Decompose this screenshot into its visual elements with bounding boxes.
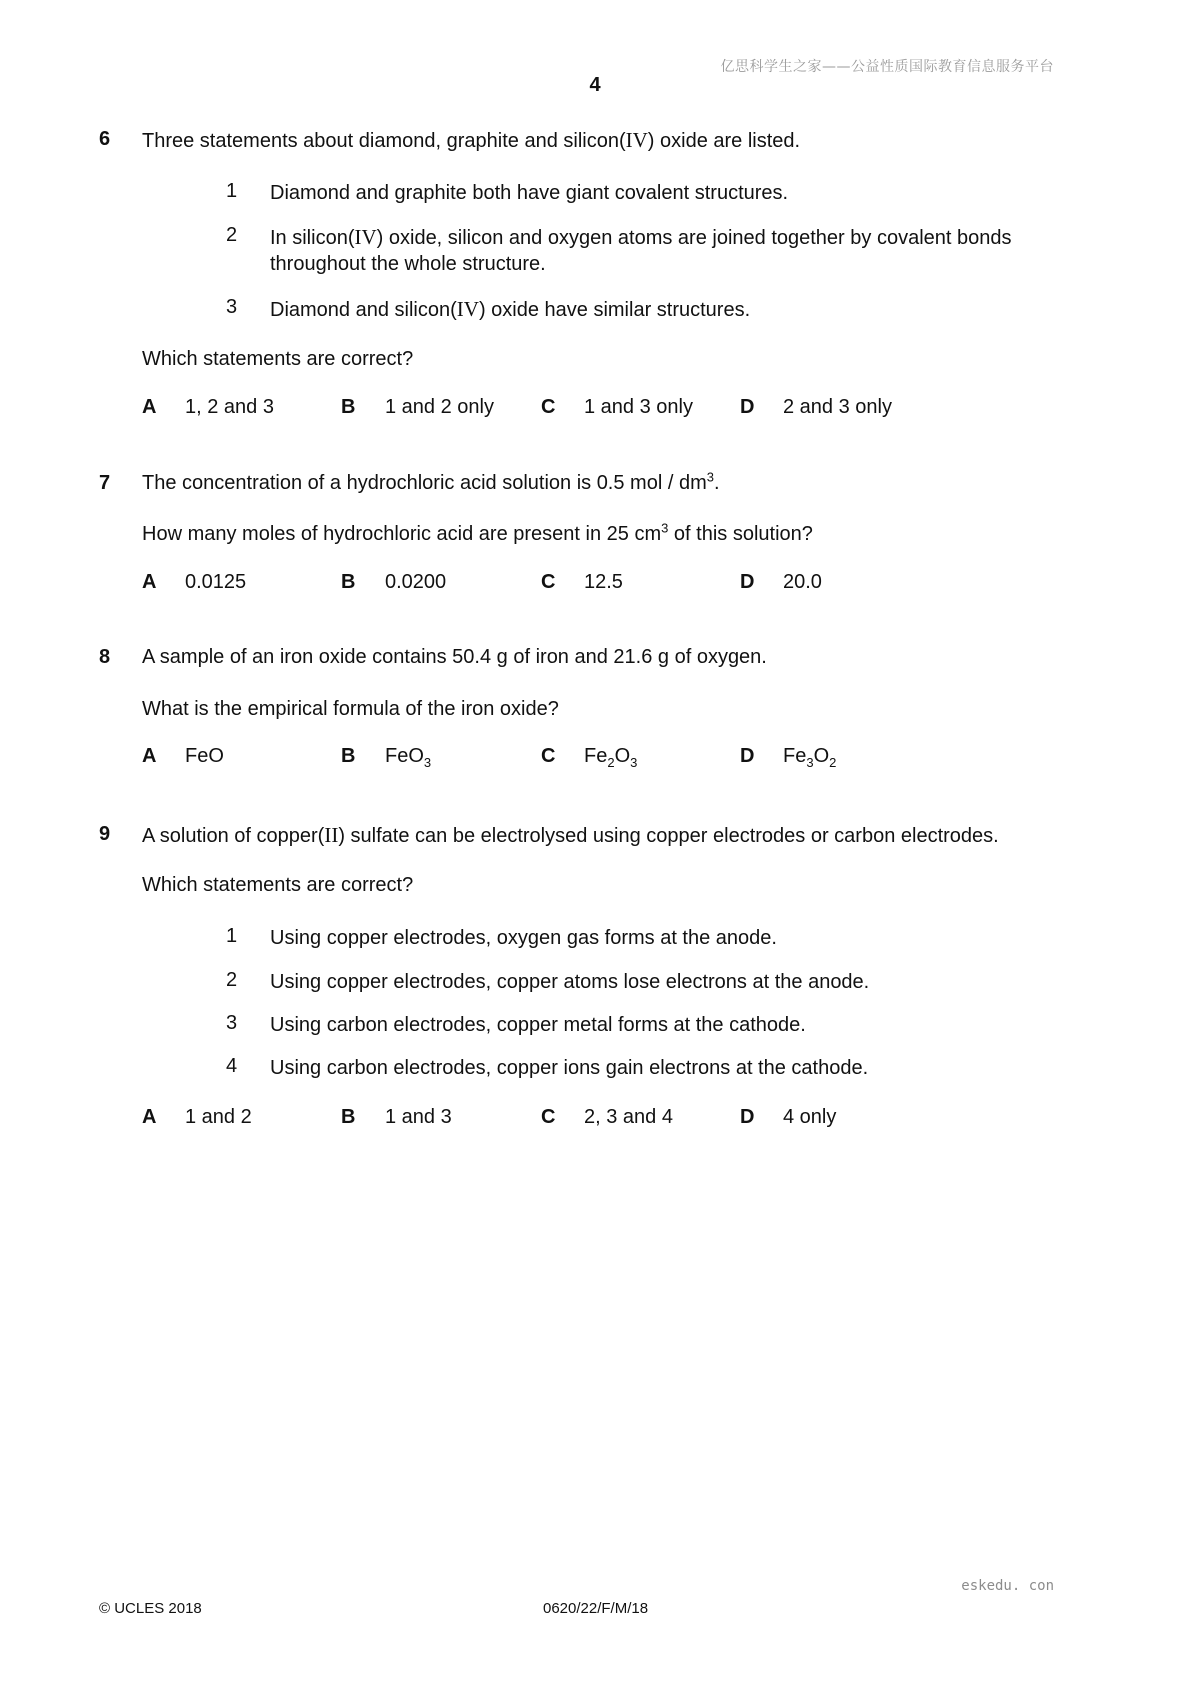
question-stem: Three statements about diamond, graphite and silicon(IV) oxide are listed.: [142, 128, 801, 152]
statement-text: Diamond and silicon(IV) oxide have similar structures.: [270, 297, 751, 321]
question-number: 9: [99, 823, 111, 845]
paper-code: 0620/22/F/M/18: [543, 1600, 649, 1617]
option-b-formula: FeO$_3$: [385, 745, 432, 770]
option-a-letter[interactable]: A: [142, 396, 157, 418]
footer-watermark: eskedu. con: [961, 1578, 1054, 1594]
option-b-text: 1 and 3: [385, 1106, 452, 1128]
statement-number: 1: [226, 925, 238, 947]
header-watermark: 亿思科学生之家——公益性质国际教育信息服务平台: [720, 59, 1054, 75]
statement-number: 3: [226, 296, 238, 318]
option-c-letter[interactable]: C: [541, 396, 556, 418]
option-d-formula: $Fe_3O_2$: [783, 745, 837, 770]
option-d-letter[interactable]: D: [740, 745, 755, 767]
copyright-notice: © UCLES 2018: [99, 1600, 202, 1617]
option-a-formula: FeO: [185, 745, 224, 767]
option-d-text: 4 only: [783, 1106, 837, 1128]
page-number: 4: [589, 74, 601, 96]
question-stem: A solution of copper(II) sulfate can be electrolysed using copper electrodes or carbon electrodes.: [142, 823, 999, 847]
statement-number: 2: [226, 969, 238, 991]
question-stem: A sample of an iron oxide contains 50.4 g of iron and 21.6 g of oxygen.: [142, 646, 767, 668]
option-d-text: 2 and 3 only: [783, 396, 892, 418]
statement-number: 4: [226, 1055, 238, 1077]
option-a-text: 0.0125: [185, 571, 247, 593]
option-b-letter[interactable]: B: [341, 745, 356, 767]
option-b-letter[interactable]: B: [341, 571, 356, 593]
option-d-text: 20.0: [783, 571, 822, 593]
option-c-letter[interactable]: C: [541, 745, 556, 767]
statement-number: 3: [226, 1012, 238, 1034]
question-prompt: How many moles of hydrochloric acid are present in 25 $cm^3$ of this solution?: [142, 520, 813, 545]
option-a-letter[interactable]: A: [142, 571, 157, 593]
statement-text: Diamond and graphite both have giant covalent structures.: [270, 182, 789, 204]
option-b-text: 0.0200: [385, 571, 447, 593]
option-b-letter[interactable]: B: [341, 1106, 356, 1128]
option-d-letter[interactable]: D: [740, 1106, 755, 1128]
question-number: 6: [99, 128, 111, 150]
question-number: 8: [99, 646, 111, 668]
option-c-letter[interactable]: C: [541, 571, 556, 593]
option-b-text: 1 and 2 only: [385, 396, 494, 418]
statement-text: Using copper electrodes, copper atoms lose electrons at the anode.: [270, 971, 870, 993]
question-prompt: What is the empirical formula of the iron oxide?: [142, 698, 559, 720]
option-c-formula: $Fe_2O_3$: [584, 745, 638, 770]
option-d-letter[interactable]: D: [740, 396, 755, 418]
option-a-text: 1, 2 and 3: [185, 396, 274, 418]
option-c-letter[interactable]: C: [541, 1106, 556, 1128]
question-prompt: Which statements are correct?: [142, 874, 414, 896]
statement-text: Using copper electrodes, oxygen gas forms at the anode.: [270, 927, 777, 949]
statement-text: Using carbon electrodes, copper ions gain electrons at the cathode.: [270, 1057, 869, 1079]
option-a-letter[interactable]: A: [142, 1106, 157, 1128]
option-b-letter[interactable]: B: [341, 396, 356, 418]
statement-text: Using carbon electrodes, copper metal forms at the cathode.: [270, 1014, 806, 1036]
option-c-text: 12.5: [584, 571, 623, 593]
question-stem: The concentration of a hydrochloric acid solution is 0.5 mol / $dm^3$.: [142, 469, 720, 494]
option-c-text: 1 and 3 only: [584, 396, 693, 418]
option-d-letter[interactable]: D: [740, 571, 755, 593]
statement-number: 1: [226, 180, 238, 202]
statement-number: 2: [226, 224, 238, 246]
option-a-letter[interactable]: A: [142, 745, 157, 767]
statement-text: In silicon(IV) oxide, silicon and oxygen atoms are joined together by covalent bonds throughout the whole structure.: [270, 225, 1012, 275]
question-number: 7: [99, 472, 111, 494]
option-a-text: 1 and 2: [185, 1106, 252, 1128]
question-prompt: Which statements are correct?: [142, 348, 414, 370]
option-c-text: 2, 3 and 4: [584, 1106, 673, 1128]
